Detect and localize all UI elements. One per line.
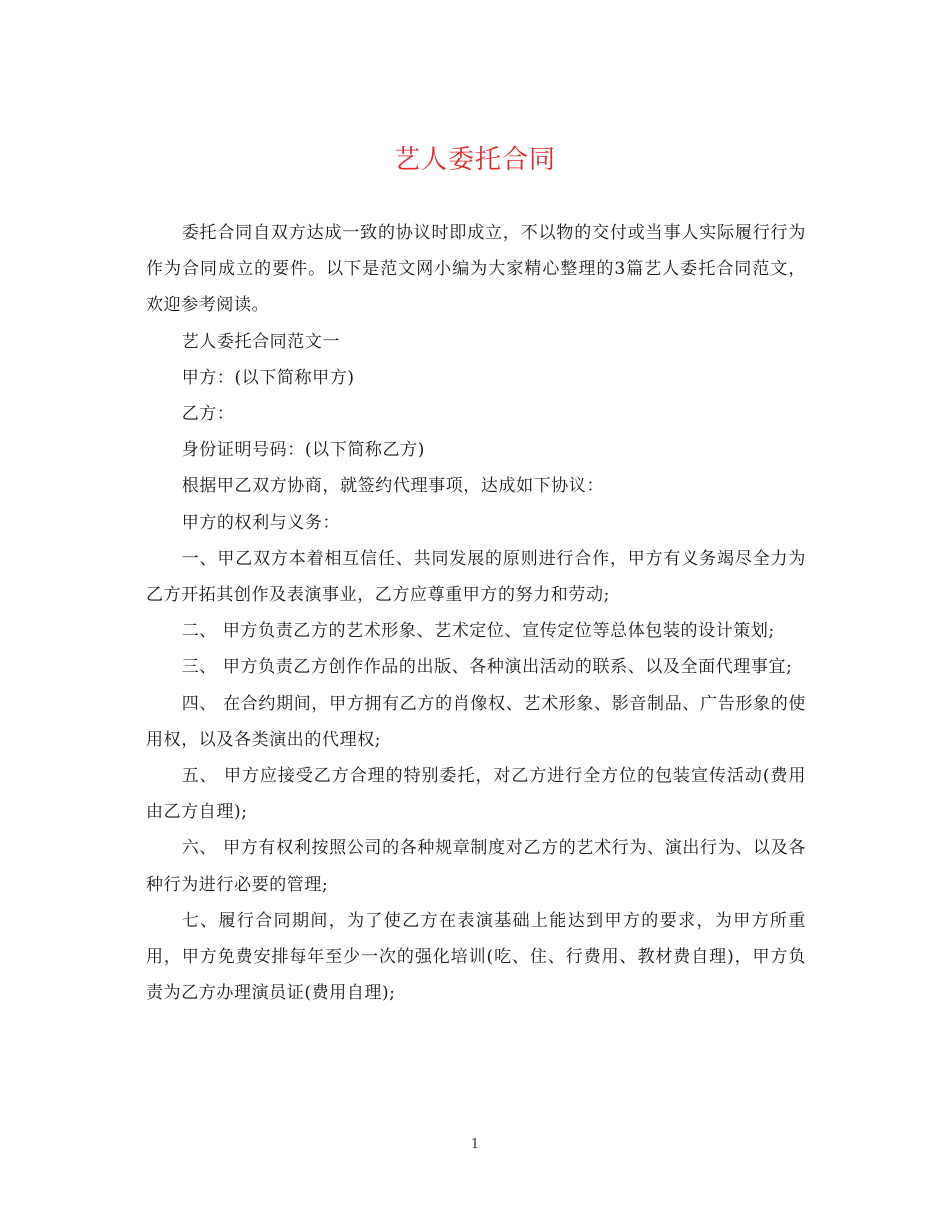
document-title: 艺人委托合同 [393, 145, 556, 175]
paragraph-clause-7: 七、履行合同期间，为了使乙方在表演基础上能达到甲方的要求，为甲方所重用，甲方免费安排每年至少一次的强化培训(吃、住、行费用、教材费自理)，甲方负责为乙方办理演员证(费用自理); [146, 910, 806, 1004]
paragraph-sample-heading: 艺人委托合同范文一 [181, 331, 341, 352]
paragraph-clause-4: 四、 在合约期间，甲方拥有乙方的肖像权、艺术形象、影音制品、广告形象的使用权，以及各类演出的代理权; [146, 693, 806, 750]
paragraph-party-b: 乙方： [181, 404, 235, 425]
paragraph-rights-heading: 甲方的权利与义务： [181, 512, 341, 533]
paragraph-clause-5: 五、 甲方应接受乙方合理的特别委托，对乙方进行全方位的包装宣传活动(费用由乙方自理); [146, 766, 806, 823]
paragraph-party-a: 甲方：(以下简称甲方) [181, 367, 355, 388]
paragraph-clause-1: 一、甲乙双方本着相互信任、共同发展的原则进行合作，甲方有义务竭尽全力为乙方开拓其创作及表演事业，乙方应尊重甲方的努力和劳动; [146, 548, 806, 606]
paragraph-intro: 委托合同自双方达成一致的协议时即成立，不以物的交付或当事人实际履行行为作为合同成立的要件。以下是范文网小编为大家精心整理的3篇艺人委托合同范文，欢迎参考阅读。 [146, 223, 806, 316]
paragraph-id-number: 身份证明号码：(以下简称乙方) [181, 440, 425, 461]
paragraph-clause-3: 三、 甲方负责乙方创作作品的出版、各种演出活动的联系、以及全面代理事宜; [181, 657, 793, 678]
page-number: 1 [470, 1137, 480, 1152]
document-body [146, 215, 806, 1011]
paragraph-agreement-basis: 根据甲乙双方协商，就签约代理事项，达成如下协议： [181, 476, 605, 497]
paragraph-clause-6: 六、 甲方有权利按照公司的各种规章制度对乙方的艺术行为、演出行为、以及各种行为进行必要的管理; [146, 838, 806, 895]
paragraph-clause-2: 二、 甲方负责乙方的艺术形象、艺术定位、宣传定位等总体包装的设计策划; [181, 621, 775, 642]
